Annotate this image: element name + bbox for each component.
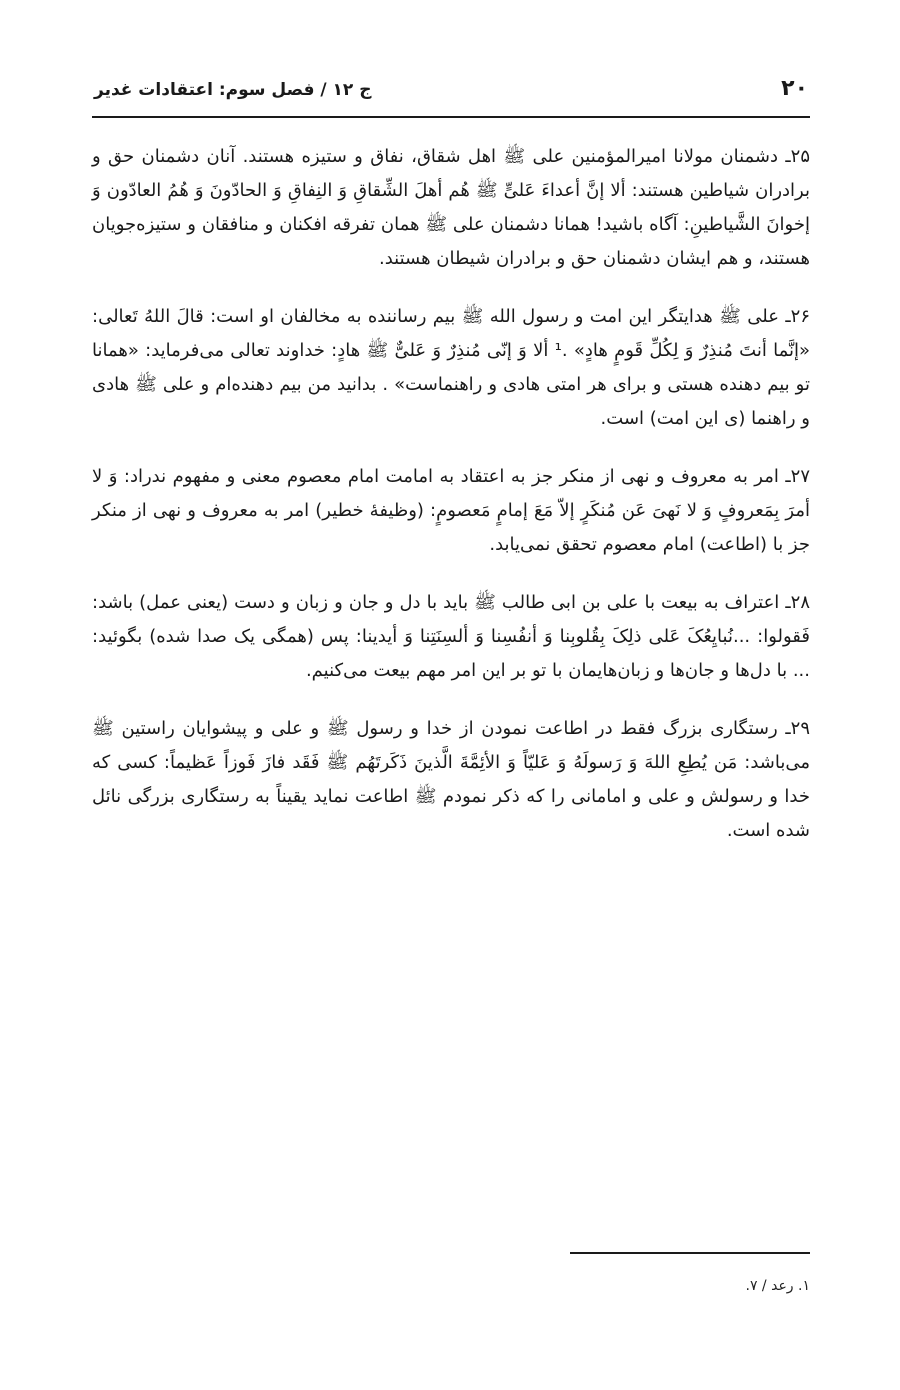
paragraph-number: ۲۶ـ	[785, 306, 810, 327]
footnote-divider	[570, 1252, 810, 1254]
page-number: ۲۰	[781, 76, 808, 101]
paragraph-text: امر به معروف و نهی از منکر جز به اعتقاد به امامت امام معصوم معنی و مفهوم ندراد: وَ لا أمرَ بِمَعروفٍ وَ لا نَهیَ عَن مُنکَرٍ إلاّ مَعَ إمامٍ مَعصومٍ: (وظیفهٔ خطیر) امر به معروف و نهی از منکر جز با (اطاعت) امام معصوم تحقق نمی‌یابد.	[92, 466, 810, 555]
body-text	[92, 140, 810, 872]
footnote: ۱. رعد / ۷.	[745, 1278, 810, 1294]
numbered-paragraph	[92, 586, 810, 688]
numbered-paragraph	[92, 712, 810, 848]
paragraph-text: رستگاری بزرگ فقط در اطاعت نمودن از خدا و رسول ﷺ و علی و پیشوایان راستین ﷺ می‌باشد: مَن یُطِعِ اللهَ وَ رَسولَهُ وَ عَلیّاً وَ الأئِمَّةَ الَّذینَ ذَکَرتَهُم ﷺ فَقَد فازَ فَوزاً عَظیماً: کسی که خدا و رسولش و علی و امامانی را که ذکر نمودم ﷺ اطاعت نماید یقیناً به رستگاری بزرگی نائل شده است.	[92, 718, 810, 841]
paragraph-text: علی ﷺ هدایتگر این امت و رسول الله ﷺ بیم رساننده به مخالفان او است: قالَ اللهُ تَعالی: «إنَّما أنتَ مُنذِرٌ وَ لِکُلِّ قَومٍ هادٍ» .¹ ألا وَ إنّی مُنذِرٌ وَ عَلیٌّ ﷺ هادٍ: خداوند تعالی می‌فرماید: «همانا تو بیم دهنده هستی و برای هر امتی هادی و راهنماست» . بدانید من بیم دهنده‌ام و علی ﷺ هادی و راهنما (ی این امت) است.	[92, 306, 811, 429]
running-head-title: ج ۱۲ / فصل سوم: اعتقادات غدیر	[94, 80, 372, 100]
book-page	[92, 0, 810, 1390]
paragraph-number: ۲۸ـ	[785, 592, 810, 613]
paragraph-text: دشمنان مولانا امیرالمؤمنین علی ﷺ اهل شقاق، نفاق و ستیزه هستند. آنان دشمنان حق و برادران شیاطین هستند: ألا إنَّ أعداءَ عَلیٍّ ﷺ هُم أهلَ الشِّقاقِ وَ النِفاقِ وَ الحادّونَ وَ هُمُ العادّون وَ إخوانَ الشَّیاطینِ: آگاه باشید! همانا دشمنان علی ﷺ همان تفرقه افکنان و منافقان و ستیزه‌جویان هستند، و هم ایشان دشمنان حق و برادران شیطان هستند.	[92, 146, 810, 269]
paragraph-number: ۲۷ـ	[785, 466, 810, 487]
running-header	[92, 70, 810, 118]
numbered-paragraph	[92, 460, 810, 562]
paragraph-number: ۲۹ـ	[785, 718, 810, 739]
numbered-paragraph	[92, 140, 810, 276]
numbered-paragraph	[92, 300, 810, 436]
paragraph-text: اعتراف به بیعت با علی بن ابی طالب ﷺ باید با دل و جان و زبان و دست (یعنی عمل) باشد: فَقولوا: ...نُبایِعُکَ عَلی ذلِکَ بِقُلوبِنا وَ أنفُسِنا وَ ألسِنَتِنا وَ أیدینا: پس (همگی یک صدا شده) بگوئید: ... با دل‌ها و جان‌ها و زبان‌هایمان با تو بر این امر مهم بیعت می‌کنیم.	[92, 592, 810, 681]
paragraph-number: ۲۵ـ	[785, 146, 810, 167]
